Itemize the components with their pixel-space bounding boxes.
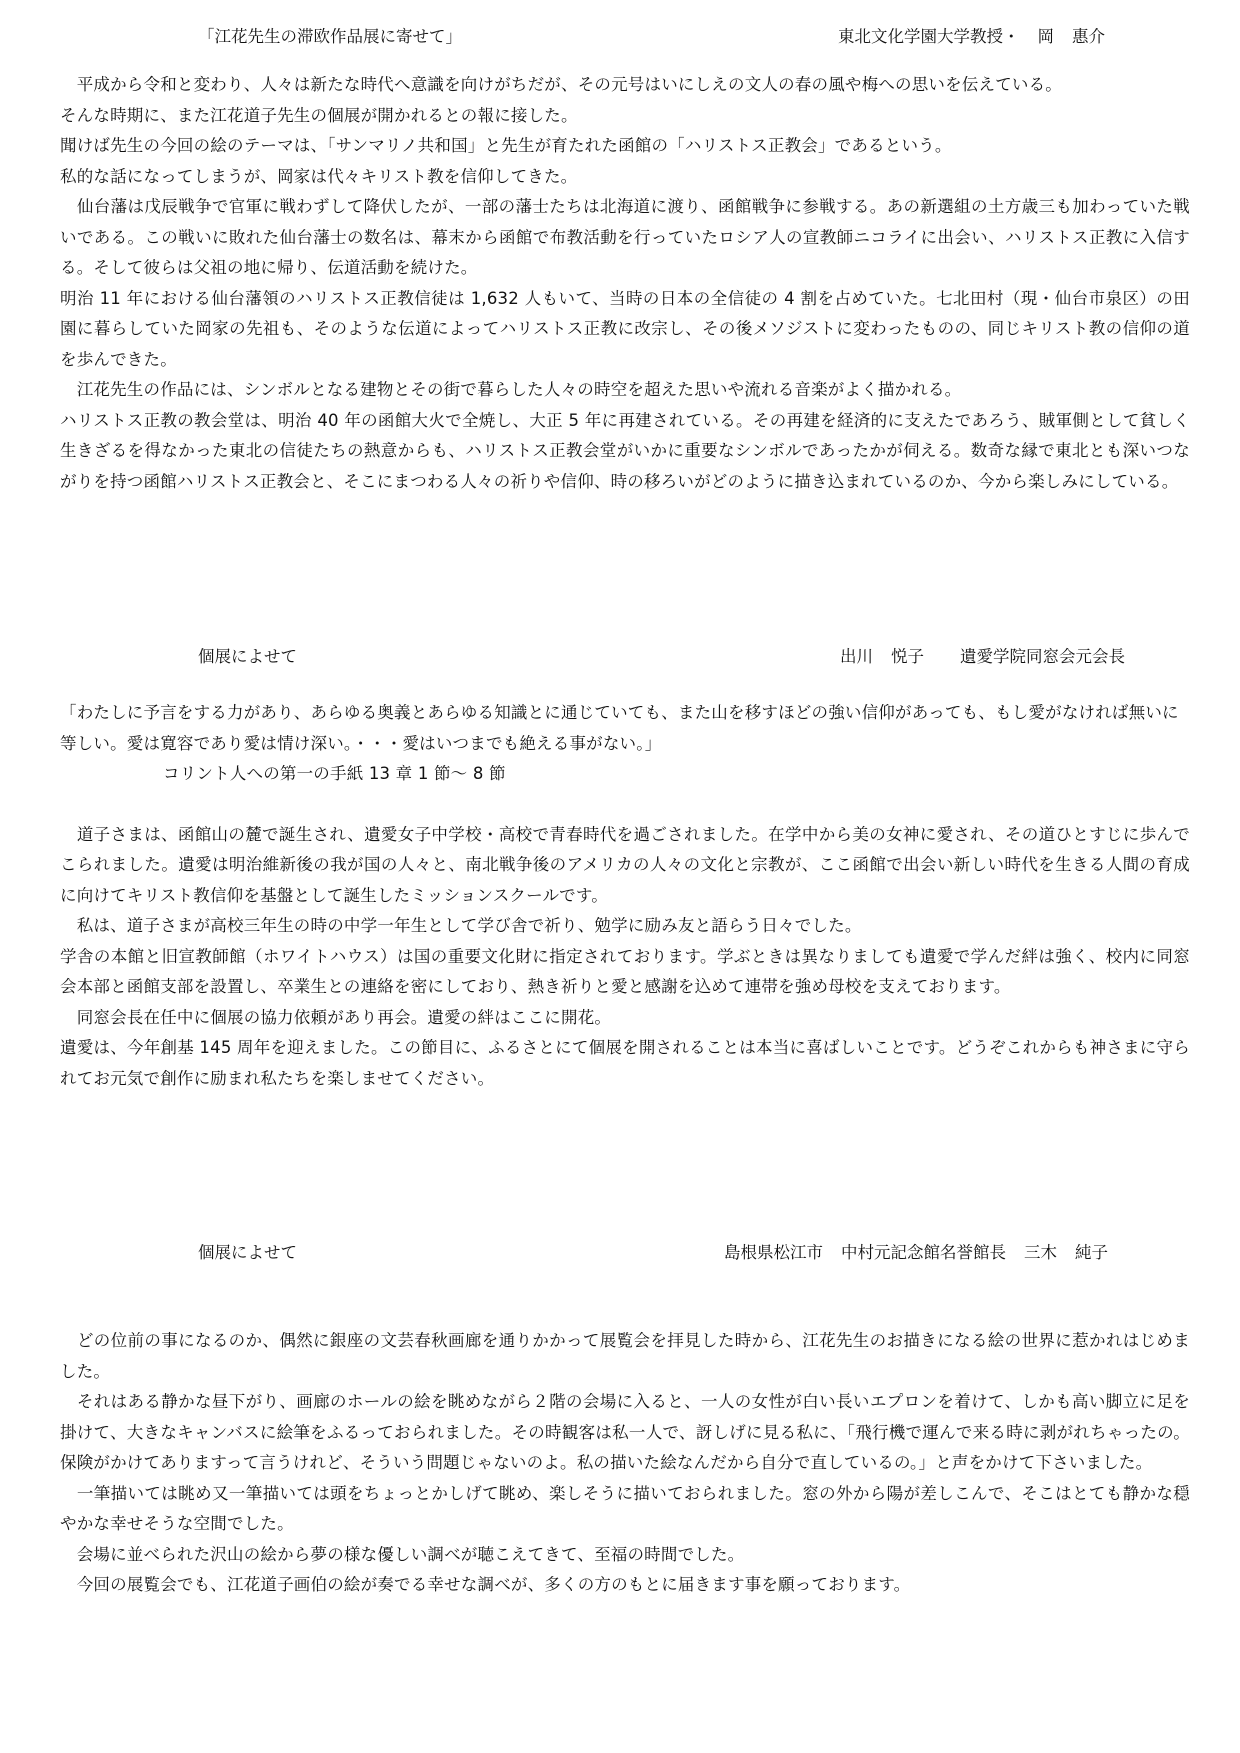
essay-author	[840, 642, 1125, 672]
paragraph: 明治 11 年における仙台藩領のハリストス正教信徒は 1,632 人もいて、当時の日本の全信徒の 4 割を占めていた。七北田村（現・仙台市泉区）の田園に暮らしていた岡家の先祖も、そのような伝道によってハリストス正教に改宗し、その後メソジストに変わったものの、同じキリスト教の信仰の道を歩んできた。	[60, 288, 1190, 369]
author-family-name: 三木	[1024, 1243, 1057, 1262]
paragraph: 仙台藩は戊辰戦争で官軍に戦わずして降伏したが、一部の藩士たちは北海道に渡り、函館戦争に参戦する。あの新選組の土方歳三も加わっていた戦いである。この戦いに敗れた仙台藩士の数名は、幕末から函館で布教活動を行っていたロシア人の宣教師ニコライに出会い、ハリストス正教に入信する。そして彼らは父祖の地に帰り、伝道活動を続けた。	[60, 197, 1190, 277]
paragraph: 私は、道子さまが高校三年生の時の中学一年生として学び舎で祈り、勉学に励み友と語らう日々でした。	[60, 916, 862, 935]
essay-title: 個展によせて	[198, 647, 297, 666]
author-given-name: 悦子	[891, 647, 924, 666]
essay-author	[838, 22, 1105, 52]
author-affiliation: 東北文化学園大学教授・	[838, 27, 1020, 46]
essay-body	[60, 70, 1190, 497]
essay-section-2	[60, 642, 1190, 1094]
paragraph: どの位前の事になるのか、偶然に銀座の文芸春秋画廊を通りかかって展覧会を拝見した時から、江花先生のお描きになる絵の世界に惹かれはじめました。	[60, 1331, 1190, 1381]
essay-title: 個展によせて	[198, 1243, 297, 1262]
paragraph: ハリストス正教の教会堂は、明治 40 年の函館大火で全焼し、大正 5 年に再建されている。その再建を経済的に支えたであろう、賊軍側として貧しく生きざるを得なかった東北の信徒たちの熱意からも、ハリストス正教会堂がいかに重要なシンボルであったかが伺える。数奇な縁で東北とも深いつながりを持つ函館ハリストス正教会と、そこにまつわる人々の祈りや信仰、時の移ろいがどのように描き込まれているのか、今から楽しみにしている。	[60, 410, 1190, 491]
paragraph: 会場に並べられた沢山の絵から夢の様な優しい調べが聴こえてきて、至福の時間でした。	[60, 1544, 745, 1564]
paragraph: 聞けば先生の今回の絵のテーマは、「サンマリノ共和国」と先生が育たれた函館の「ハリストス正教会」であるという。	[60, 136, 952, 155]
author-organization: 中村元記念館名誉館長	[841, 1243, 1006, 1262]
author-given-name: 惠介	[1072, 27, 1105, 46]
essay-header	[60, 22, 1190, 52]
paragraph: 学舎の本館と旧宣教師館（ホワイトハウス）は国の重要文化財に指定されております。学ぶときは異なりましても遺愛で学んだ絆は強く、校内に同窓会本部と函館支部を設置し、卒業生との連絡を密にしており、熱き祈りと愛と感謝を込めて連帯を強め母校を支えております。	[60, 946, 1190, 996]
essay-section-1	[60, 22, 1190, 497]
essay-body	[60, 1326, 1190, 1601]
quote-text: 「わたしに予言をする力があり、あらゆる奥義とあらゆる知識とに通じていても、また山を移すほどの強い信仰があっても、もし愛がなければ無いに等しい。愛は寛容であり愛は情け深い。・・・愛はいつまでも絶える事がない。」	[60, 703, 1179, 753]
essay-header	[60, 1238, 1190, 1268]
paragraph: 道子さまは、函館山の麓で誕生され、遺愛女子中学校・高校で青春時代を過ごされました。在学中から美の女神に愛され、その道ひとすじに歩んでこられました。遺愛は明治維新後の我が国の人々と、南北戦争後のアメリカの人々の文化と宗教が、ここ函館で出会い新しい時代を生きる人間の育成に向けてキリスト教信仰を基盤として誕生したミッションスクールです。	[60, 824, 1190, 905]
essay-title: 「江花先生の滞欧作品展に寄せて」	[198, 27, 462, 46]
author-family-name: 出川	[840, 647, 873, 666]
paragraph: それはある静かな昼下がり、画廊のホールの絵を眺めながら２階の会場に入ると、一人の女性が白い長いエプロンを着けて、しかも高い脚立に足を掛けて、大きなキャンバスに絵筆をふるっておられました。その時観客は私一人で、訝しげに見る私に、「飛行機で運んで来る時に剥がれちゃったの。保険がかけてありますって言うけれど、そういう問題じゃないのよ。私の描いた絵なんだから自分で直しているの。」と声をかけて下さいました。	[60, 1392, 1190, 1472]
author-family-name: 岡	[1037, 27, 1054, 46]
quote-source: コリント人への第一の手紙 13 章 1 節～ 8 節	[163, 764, 506, 783]
paragraph: 同窓会長在任中に個展の協力依頼があり再会。遺愛の絆はここに開花。	[60, 1007, 612, 1027]
author-role: 遺愛学院同窓会元会長	[960, 647, 1125, 666]
author-given-name: 純子	[1075, 1243, 1108, 1262]
paragraph: 今回の展覧会でも、江花道子画伯の絵が奏でる幸せな調べが、多くの方のもとに届きます事を願っております。	[60, 1575, 911, 1594]
essay-section-3	[60, 1238, 1190, 1601]
scripture-quote	[60, 698, 1190, 790]
author-city: 島根県松江市	[724, 1243, 823, 1262]
paragraph: 一筆描いては眺め又一筆描いては頭をちょっとかしげて眺め、楽しそうに描いておられました。窓の外から陽が差しこんで、そこはとても静かな穏やかな幸せそうな空間でした。	[60, 1483, 1190, 1533]
essay-author	[724, 1238, 1108, 1268]
paragraph: 私的な話になってしまうが、岡家は代々キリスト教を信仰してきた。	[60, 166, 578, 186]
paragraph: 江花先生の作品には、シンボルとなる建物とその街で暮らした人々の時空を超えた思いや流れる音楽がよく描かれる。	[60, 380, 962, 399]
paragraph: 平成から令和と変わり、人々は新たな時代へ意識を向けがちだが、その元号はいにしえの文人の春の風や梅への思いを伝えている。	[60, 75, 1062, 94]
essay-body	[60, 820, 1190, 1095]
paragraph: そんな時期に、また江花道子先生の個展が開かれるとの報に接した。	[60, 105, 578, 125]
essay-header	[60, 642, 1190, 672]
paragraph: 遺愛は、今年創基 145 周年を迎えました。この節目に、ふるさとにて個展を開されることは本当に喜ばしいことです。どうぞこれからも神さまに守られてお元気で創作に励まれ私たちを楽しませてください。	[60, 1038, 1190, 1088]
